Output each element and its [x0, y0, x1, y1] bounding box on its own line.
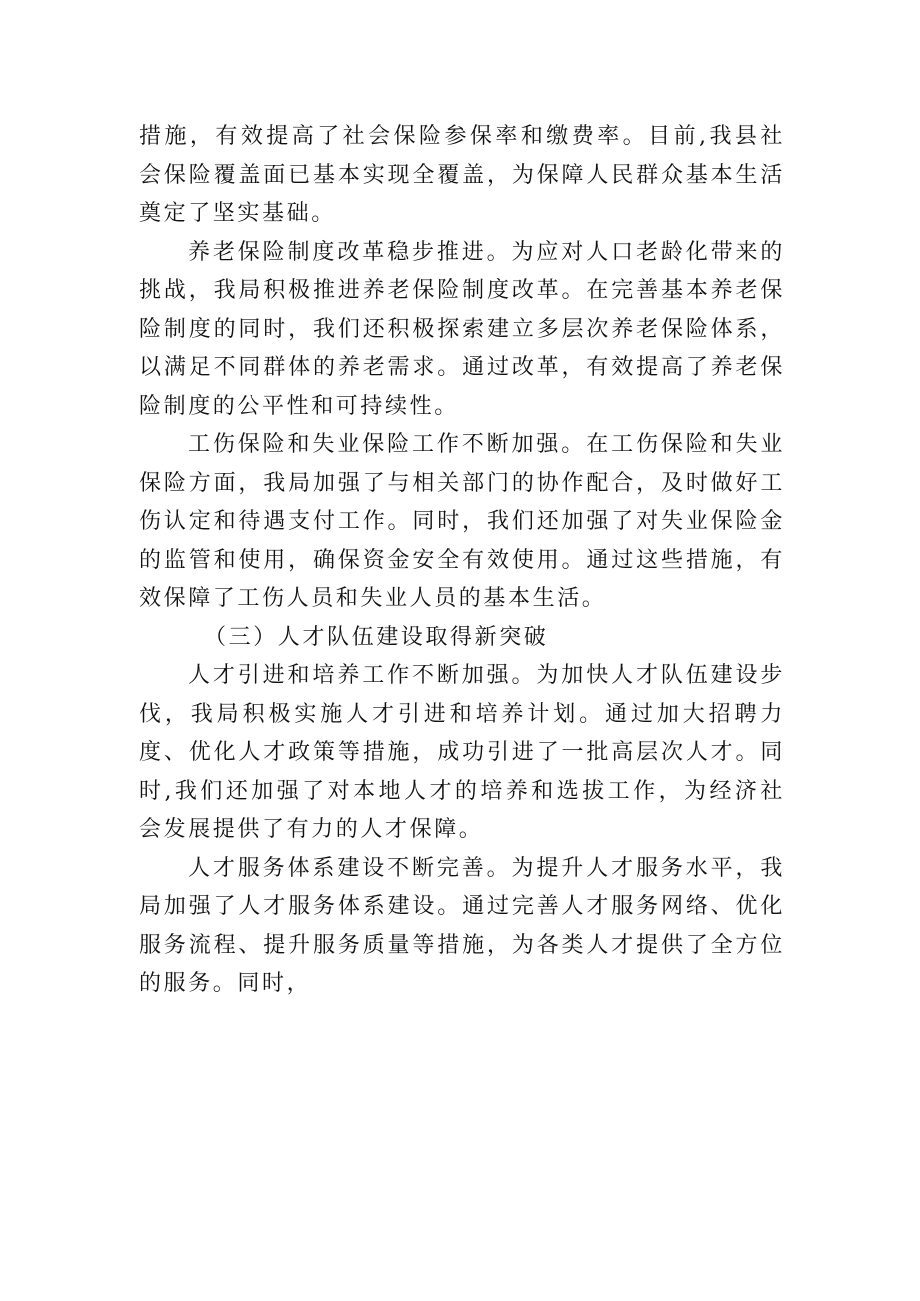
paragraph-continuation: 措施，有效提高了社会保险参保率和缴费率。目前,我县社会保险覆盖面已基本实现全覆盖，为保障人民群众基本生活奠定了坚实基础。	[139, 124, 785, 226]
paragraph-injury-unemployment-insurance: 工伤保险和失业保险工作不断加强。在工伤保险和失业保险方面，我局加强了与相关部门的协作配合，及时做好工伤认定和待遇支付工作。同时，我们还加强了对失业保险金的监管和使用，确保资金安全有效使用。通过这些措施，有效保障了工伤人员和失业人员的基本生活。	[139, 432, 785, 611]
document-body	[139, 118, 785, 1004]
paragraph-talent-service-system: 人才服务体系建设不断完善。为提升人才服务水平，我局加强了人才服务体系建设。通过完善人才服务网络、优化服务流程、提升服务质量等措施，为各类人才提供了全方位的服务。同时，	[139, 855, 785, 996]
paragraph-talent-recruitment: 人才引进和培养工作不断加强。为加快人才队伍建设步伐，我局积极实施人才引进和培养计划。通过加大招聘力度、优化人才政策等措施，成功引进了一批高层次人才。同时,我们还加强了对本地人才的培养和选拔工作，为经济社会发展提供了有力的人才保障。	[139, 663, 785, 842]
section-heading-talent: （三）人才队伍建设取得新突破	[204, 624, 549, 650]
paragraph-pension-reform: 养老保险制度改革稳步推进。为应对人口老龄化带来的挑战，我局积极推进养老保险制度改革。在完善基本养老保险制度的同时，我们还积极探索建立多层次养老保险体系，以满足不同群体的养老需求。通过改革，有效提高了养老保险制度的公平性和可持续性。	[139, 239, 785, 419]
